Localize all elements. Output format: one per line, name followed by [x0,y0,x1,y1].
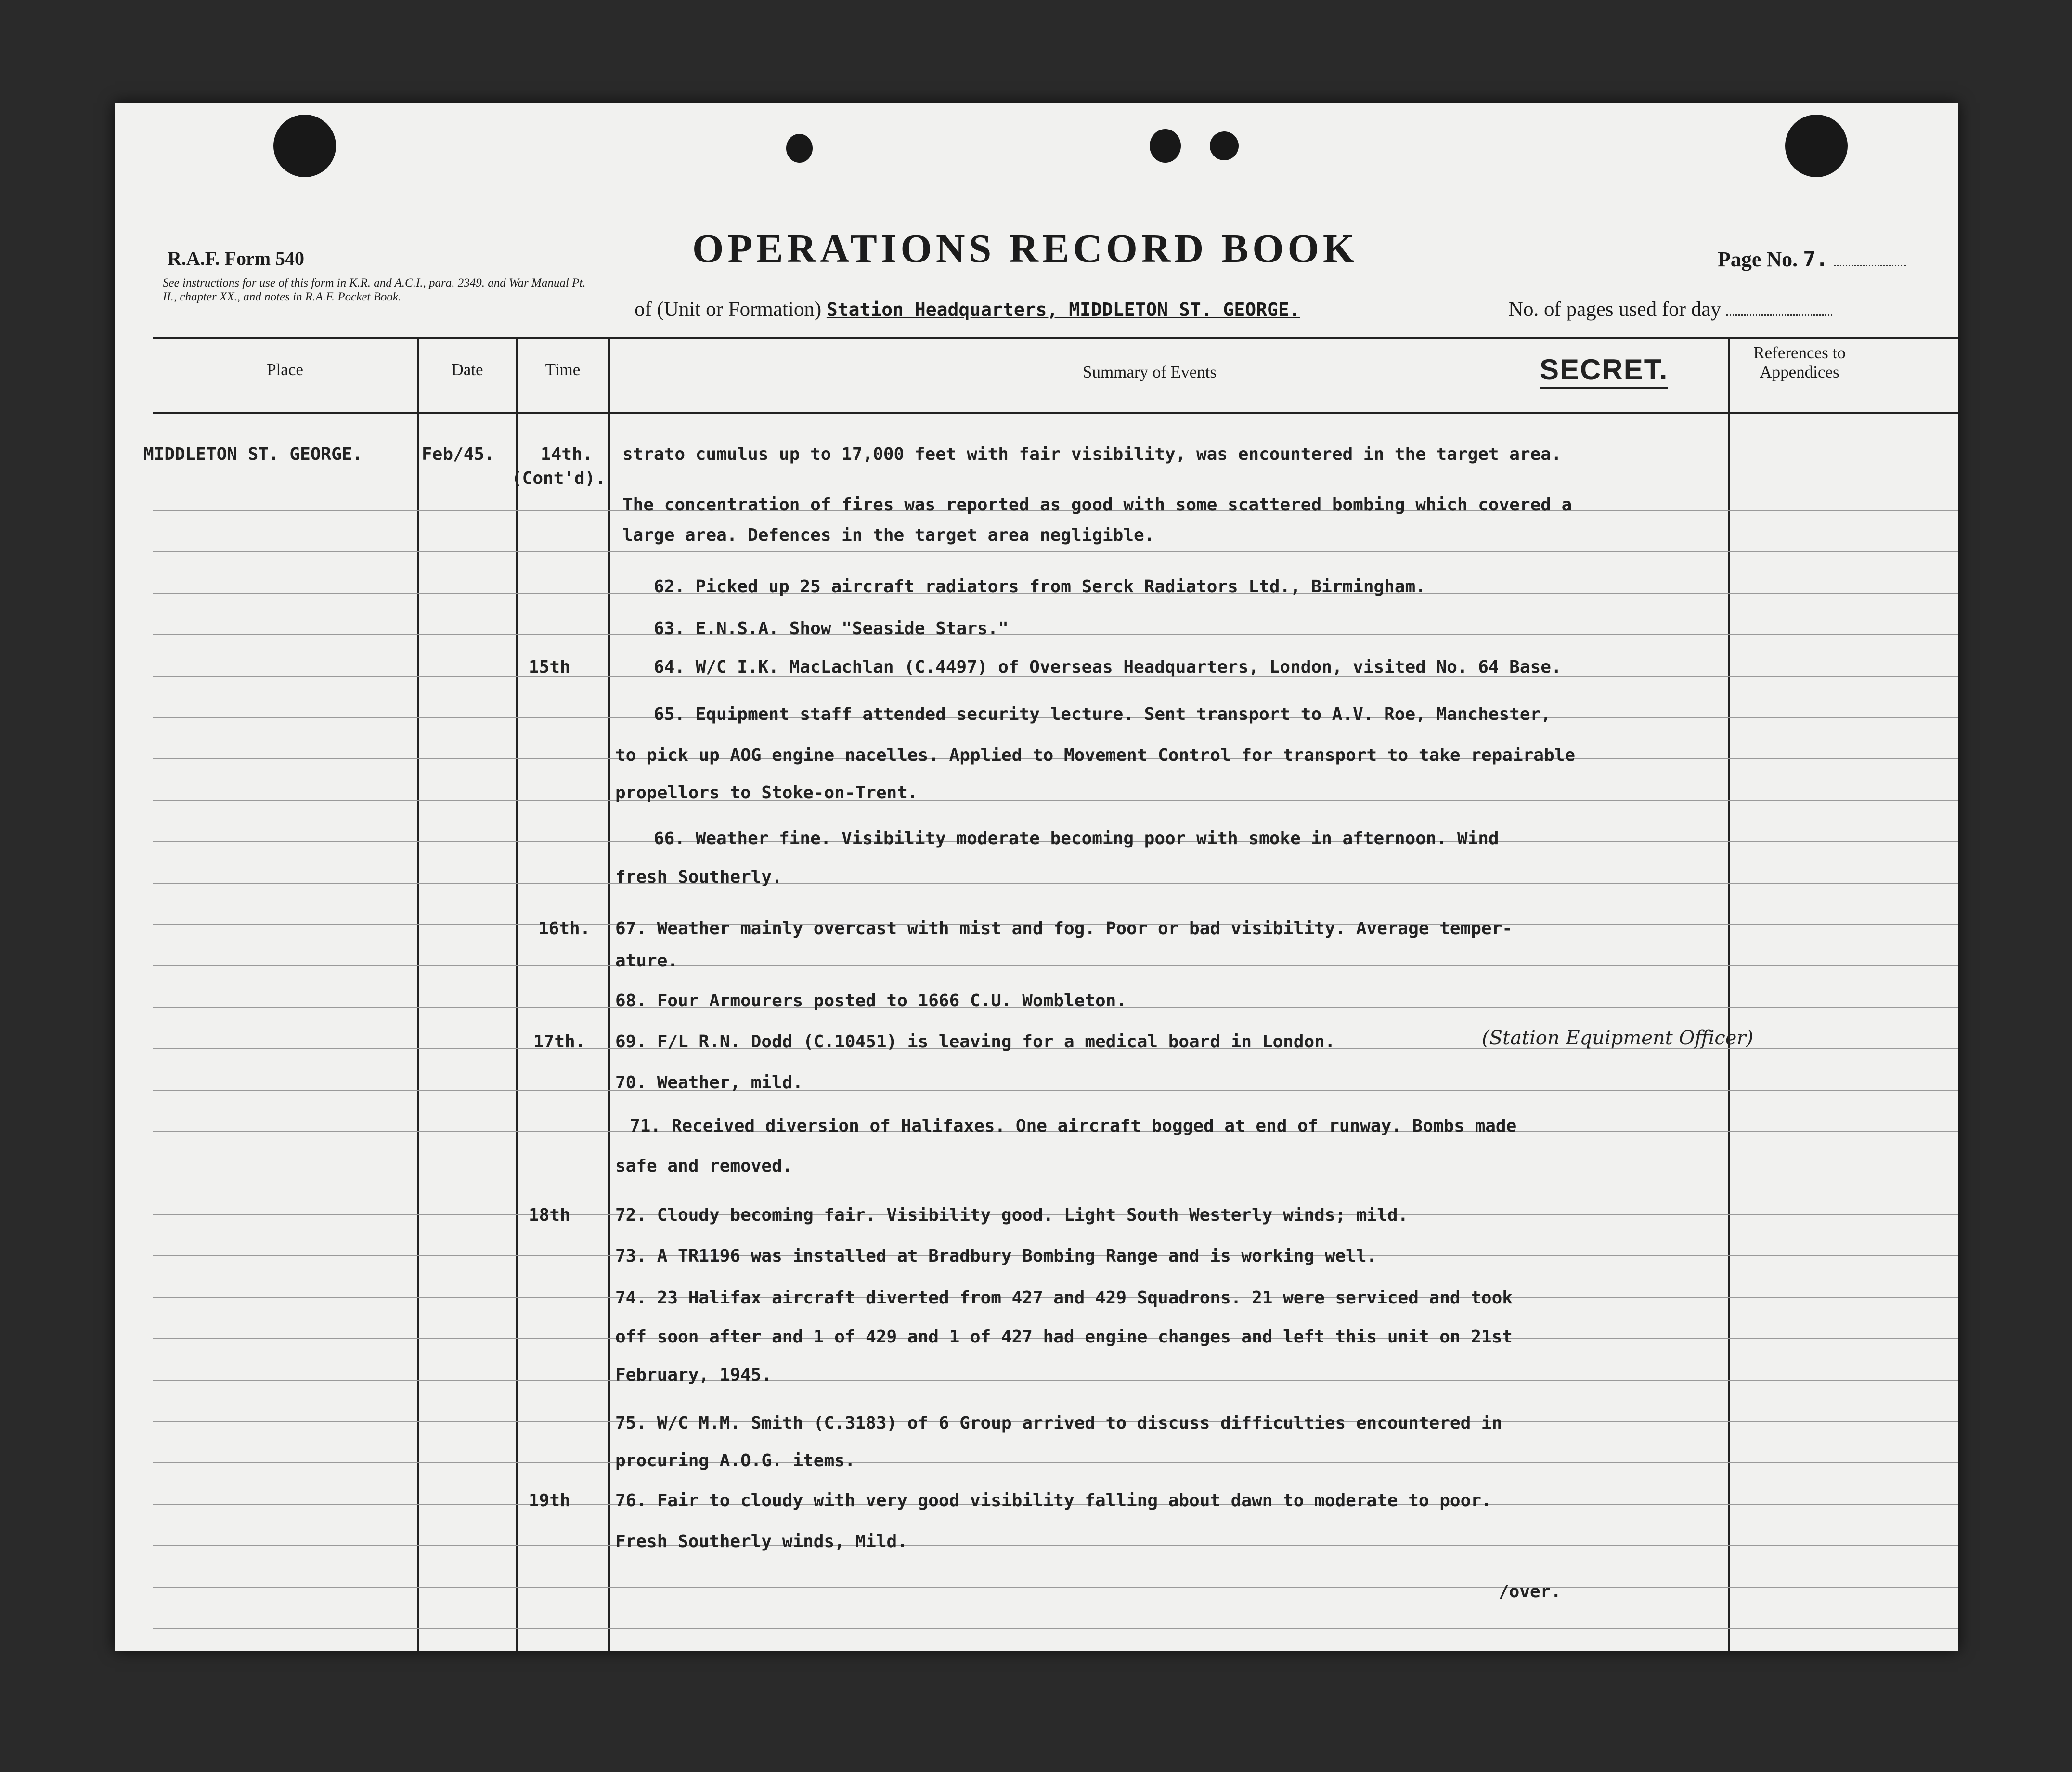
page-number-label: Page No. [1718,248,1798,271]
summary-line: safe and removed. [615,1156,793,1176]
secret-stamp: SECRET. [1540,353,1668,389]
summary-line: 71. Received diversion of Halifaxes. One aircraft bogged at end of runway. Bombs made [630,1116,1517,1136]
binder-hole-center-3 [1210,131,1239,160]
footer-over: /over. [1499,1582,1562,1602]
form-instructions: See instructions for use of this form in K.R. and A.C.I., para. 2349. and War Manual Pt. II., chapter XX., and notes in R.A.F. Pocket Book. [163,276,586,303]
place-date-divider [417,337,419,1651]
time-19th: 19th [529,1491,570,1511]
ruled-line [153,634,1958,635]
pages-used-label: No. of pages used for day [1508,298,1721,321]
summary-line: 75. W/C M.M. Smith (C.3183) of 6 Group arrived to discuss difficulties encountered in [615,1413,1502,1433]
summary-line: ature. [615,951,678,971]
unit-label: of (Unit or Formation) [635,298,822,321]
page-title: OPERATIONS RECORD BOOK [692,226,1359,271]
ruled-line [153,551,1958,552]
summary-line: February, 1945. [615,1365,772,1385]
handwritten-note: (Station Equipment Officer) [1482,1027,1754,1049]
summary-line: 68. Four Armourers posted to 1666 C.U. Wombleton. [615,991,1127,1011]
summary-line: propellors to Stoke-on-Trent. [615,783,918,803]
summary-line: to pick up AOG engine nacelles. Applied to Movement Control for transport to take repairable [615,745,1575,765]
ruled-line [153,883,1958,884]
table-top-border [153,337,1958,339]
summary-line: 66. Weather fine. Visibility moderate becoming poor with smoke in afternoon. Wind [654,829,1499,848]
form-number: R.A.F. Form 540 [168,248,305,269]
summary-line: 63. E.N.S.A. Show "Seaside Stars." [654,619,1009,638]
summary-line: 72. Cloudy becoming fair. Visibility good. Light South Westerly winds; mild. [615,1205,1409,1225]
unit-value: Station Headquarters, MIDDLETON ST. GEORGE. [826,299,1300,320]
binder-hole-left [273,115,336,177]
unit-line [635,298,1300,321]
time-15th: 15th [529,657,570,677]
summary-line: The concentration of fires was reported as good with some scattered bombing which covered a [622,495,1572,515]
column-header-place: Place [267,360,303,379]
summary-line: 65. Equipment staff attended security lecture. Sent transport to A.V. Roe, Manchester, [654,704,1551,724]
summary-line: 67. Weather mainly overcast with mist and fog. Poor or bad visibility. Average temper- [615,919,1513,938]
summary-line: large area. Defences in the target area negligible. [622,525,1155,545]
summary-line: Fresh Southerly winds, Mild. [615,1532,907,1551]
ruled-line [153,1380,1958,1381]
summary-ref-divider [1728,337,1730,1651]
page-number-dots [1834,265,1906,266]
summary-line: 74. 23 Halifax aircraft diverted from 427 and 429 Squadrons. 21 were serviced and took [615,1288,1513,1308]
binder-hole-right [1785,115,1848,177]
ruled-line [153,1090,1958,1091]
column-header-date: Date [451,360,483,379]
time-contd: (Cont'd). [512,469,606,488]
summary-line: 76. Fair to cloudy with very good visibility falling about dawn to moderate to poor. [615,1491,1492,1511]
summary-line: strato cumulus up to 17,000 feet with fair visibility, was encountered in the target area. [622,444,1562,464]
time-14th: 14th. [541,444,593,464]
column-header-time: Time [545,360,581,379]
summary-line: fresh Southerly. [615,867,782,887]
time-17th: 17th. [533,1032,586,1052]
date-value: Feb/45. [422,444,495,464]
summary-line: 62. Picked up 25 aircraft radiators from Serck Radiators Ltd., Birmingham. [654,577,1426,597]
ruled-line [153,1628,1958,1629]
ruled-line [153,1462,1958,1463]
column-header-summary: Summary of Events [1082,363,1217,381]
page-number-value: 7. [1803,247,1829,272]
summary-line: 73. A TR1196 was installed at Bradbury Bombing Range and is working well. [615,1246,1377,1266]
summary-line: 64. W/C I.K. MacLachlan (C.4497) of Overseas Headquarters, London, visited No. 64 Base. [654,657,1562,677]
ruled-line [153,1545,1958,1546]
table-header-border [153,412,1958,414]
time-summary-divider [608,337,610,1651]
pages-used-dots [1726,314,1832,316]
summary-line: off soon after and 1 of 429 and 1 of 427 had engine changes and left this unit on 21st [615,1327,1513,1347]
record-sheet [115,103,1958,1651]
binder-hole-center-2 [1150,129,1181,163]
summary-line: 70. Weather, mild. [615,1073,803,1093]
column-header-references: References to Appendices [1753,343,1846,381]
ruled-line [153,800,1958,801]
time-18th: 18th [529,1205,570,1225]
ruled-line [153,1587,1958,1588]
summary-line: procuring A.O.G. items. [615,1451,855,1471]
time-16th: 16th. [538,919,591,938]
ruled-line [153,965,1958,966]
pages-used [1508,298,1832,321]
date-time-divider [516,337,518,1651]
page-number [1718,247,1906,272]
place-value: MIDDLETON ST. GEORGE. [143,444,363,464]
binder-hole-center-1 [786,134,813,163]
summary-line: 69. F/L R.N. Dodd (C.10451) is leaving for a medical board in London. [615,1032,1335,1052]
